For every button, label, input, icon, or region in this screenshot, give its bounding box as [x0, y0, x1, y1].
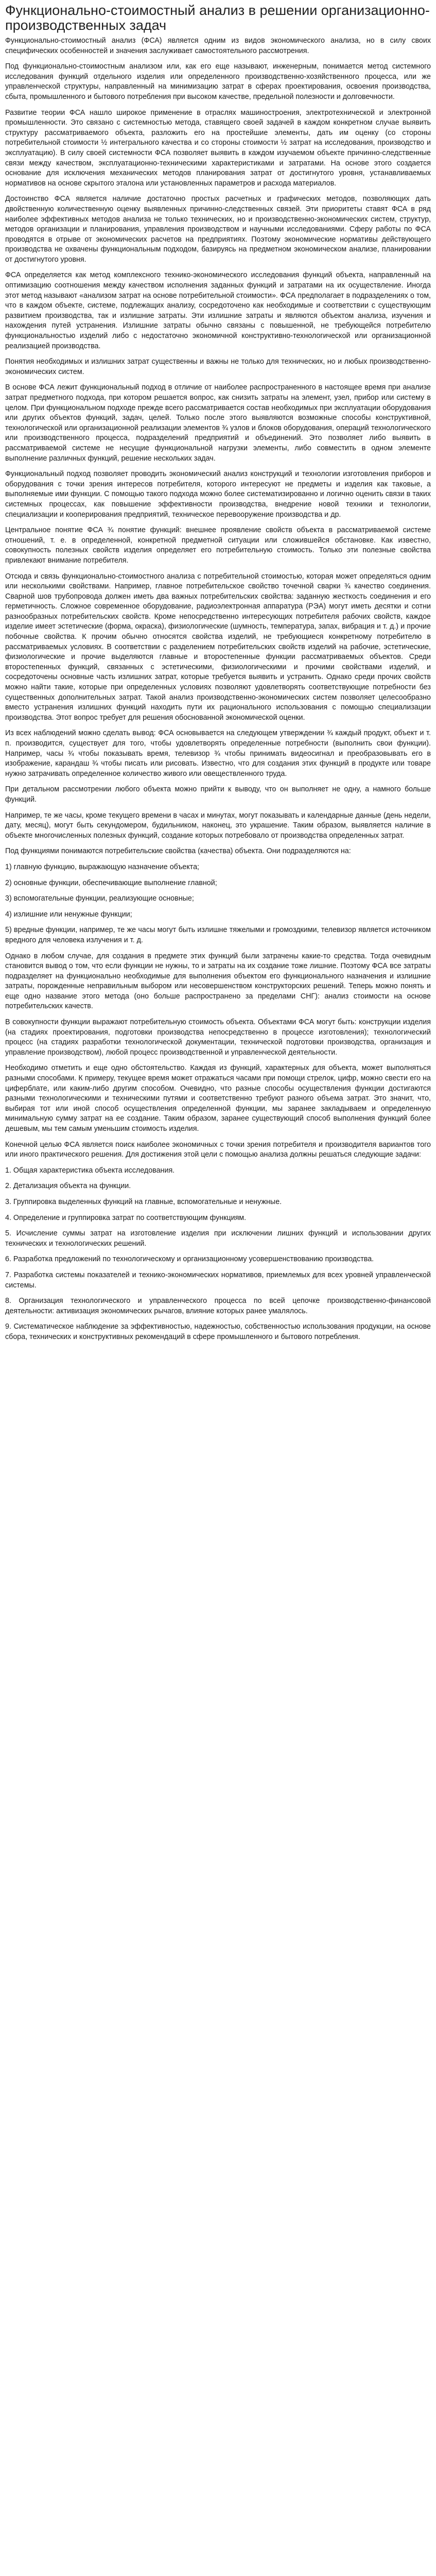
paragraph: Функционально-стоимостный анализ (ФСА) является одним из видов экономического анализа, но в силу своих специфических особенностей и значения заслуживает самостоятельного рассмотрения. [5, 37, 431, 55]
paragraph: 7. Разработка системы показателей и технико-экономических нормативов, приемлемых для всех уровней управленческой системы. [5, 1270, 431, 1290]
paragraph: Под функционально-стоимостным анализом или, как его еще называют, инженерным, понимается метод системного исследования функций отдельного изделия или определенного производственно-хозяйственного процесса, или же управленческой структуры, направленный на минимизацию затрат в сферах проектирования, освоения производства, сбыта, промышленного и бытового потребления при высоком качестве, предельной полезности и долговечности. [5, 62, 431, 101]
paragraph: Достоинство ФСА является наличие достаточно простых расчетных и графических методов, позволяющих дать двойственную количественную оценку выявленных причинно-следственных связей. Эти приоритеты ставят ФСА в ряд наиболее эффективных методов анализа не только технических, но и производственно-экономических систем, структур, методов организации и планирования, управления производством и научными исследованиями. Сферу работы по ФСА проводятся в отрыве от экономических расчетов на предприятиях. Поэтому экономические нормативы действующего производства не охвачены функциональным подходом, базируясь на предметном экономическом анализе, планировании от достигнутого уровня. [5, 195, 431, 264]
paragraph: 3. Группировка выделенных функций на главные, вспомогательные и ненужные. [5, 1197, 282, 1206]
paragraph: Необходимо отметить и еще одно обстоятельство. Каждая из функций, характерных для объекта, может выполняться разными способами. К примеру, текущее время может отражаться часами при помощи стрелок, цифр, можно свести его на циферблате, или каким-либо другим способом. Очевидно, что разные способы осуществления функции достигаются разными технологическими и техническими путями и соответственно требуют разного объема затрат. Это значит, что, выбирая тот или иной способ осуществления определенной функции, мы заранее закладываем и определенную минимальную сумму затрат на ее создание. Таким образом, заранее существующий способ выполнения функций более дешевым, мы тем самым уменьшим стоимость изделия. [5, 1064, 431, 1133]
paragraph: Функциональный подход позволяет проводить экономический анализ конструкций и технологии изготовления приборов и оборудования с точки зрения интересов потребителя, которого интересуют не предметы и изделия как таковые, а выполняемые ими функции. С помощью такого подхода можно более систематизированно и логично оценить связи в таких системных процессах, как повышение эффективности производства, внедрение новой техники и технологии, специализации и кооперирования предприятий, техническое перевооружение производства и др. [5, 470, 431, 519]
paragraph: Понятия необходимых и излишних затрат существенны и важны не только для технических, но и любых производственно-экономических систем. [5, 358, 431, 376]
page-title: Функционально-стоимостный анализ в решении организационно-производственных задач [5, 3, 430, 33]
article-body [5, 36, 431, 1343]
paragraph: 1. Общая характеристика объекта исследования. [5, 1166, 175, 1175]
paragraph: Однако в любом случае, для создания в предмете этих функций были затрачены какие-то средства. Тогда очевидным становится вывод о том, что если функции не нужны, то и затраты на их создание тоже лишние. Поэтому ФСА все затраты подразделяет на функционально необходимые для выполнения объектом его функционального назначения и излишние затраты, порожденные неправильным выбором или несовершенством конструкторских решений. Теперь можно понять и еще одно название этого метода (оно больше распространено за пределами СНГ): анализ стоимости на основе потребительских качеств. [5, 952, 431, 1011]
paragraph: 2. Детализация объекта на функции. [5, 1182, 131, 1191]
paragraph: 5) вредные функции, например, те же часы могут быть излишне тяжелыми и громоздкими, телевизор является источником вредного для человека излучения и т. д. [5, 926, 431, 944]
paragraph: Например, те же часы, кроме текущего времени в часах и минутах, могут показывать и календарные данные (день недели, дату, месяц), могут быть секундомером, будильником, наконец, это украшение. Таким образом, выявляется наличие в объекте многочисленных полезных функций, создание которых потребовало от производства определенных затрат. [5, 811, 431, 840]
paragraph: При детальном рассмотрении любого объекта можно прийти к выводу, что он выполняет не одну, а намного больше функций. [5, 785, 431, 804]
paragraph: ФСА определяется как метод комплексного технико-экономического исследования функций объекта, направленный на оптимизацию соотношения между качеством исполнения заданных функций и затратами на их осуществление. Иногда этот метод называют «анализом затрат на основе потребительной стоимости». ФСА предполагает в подразделениях о том, что в каждом объекте, системе, подлежащих анализу, сосредоточено как необходимые и соответствии с существующим развитием производства, так и излишние затраты. Эти излишние затраты и являются объектом анализа, изучения и нахождения путей устранения. Излишние затраты обычно связаны с повышенной, не требующейся потребителю функциональностью изделий либо с недостаточно экономичной конструктивно-технологической или организационной реализацией производства. [5, 271, 431, 350]
paragraph: 9. Систематическое наблюдение за эффективностью, надежностью, собственностью использования продукции, на основе сбора, технических и конструктивных рекомендаций в сфере промышленного и бытового потребления. [5, 1323, 431, 1341]
paragraph: Отсюда и связь функционально-стоимостного анализа с потребительной стоимостью, которая может определяться одним или несколькими свойствами. Например, главное потребительское свойство точечной сварки ¾ качество соединения. Сварной шов трубопровода должен иметь два важных потребительских свойства: заданную жесткость соединения и его герметичность. Сложное современное оборудование, радиоэлектронная аппаратура (РЭА) могут иметь десятки и сотни разнообразных потребительских свойств. Кроме непосредственно интересующих потребителя рабочих свойств, каждое изделие имеет эстетические (форма, окраска), физиологические (шумность, температура, запах, вибрация и т. д.) и прочие побочные свойства. К прочим обычно относятся свойства изделий, не требующиеся конкретному потребителю в рассматриваемых условиях. В соответствии с разделением потребительских свойств изделий на рабочие, эстетические, физиологические и прочие выделяются главные и второстепенные функции рассматриваемых объектов. Среди второстепенных функций, связанных с эстетическими, физиологическими и прочими свойствами изделий, и сосредоточены основные часть излишних затрат, которые требуется выявить и устранить. Однако среди прочих свойств можно найти такие, которые при определенных условиях позволяют удовлетворять соответствующие потребности без существенных дополнительных затрат. Такой анализ производственно-экономических систем позволяет целесообразно вместо устранения излишних функций находить пути их рационального использования с помощью специализации производства. Этот вопрос требует для решения обоснованной экономической оценки. [5, 572, 431, 722]
paragraph: 3) вспомогательные функции, реализующие основные; [5, 894, 194, 903]
paragraph: Развитие теории ФСА нашло широкое применение в отраслях машиностроения, электротехнической и электронной промышленности. Это связано с системностью метода, ставящего своей задачей в каждом конкретном случае выявить структуру рассматриваемого объекта, разложить его на простейшие элементы, дать им оценку (со стороны потребительной стоимости ½ интегрального качества и со стороны стоимости ½ затрат на исследования, производство и эксплуатацию). В силу своей системности ФСА позволяет выявить в каждом изучаемом объекте причинно-следственные связи между качеством, эксплуатационно-техническими характеристиками и затратами. На основе этого создается основание для исключения механических методов планирования затрат от достигнутого уровня, устанавливаемых нормативов на основе скрытого эталона или установленных параметров и расхода материалов. [5, 108, 431, 188]
paragraph: В совокупности функции выражают потребительную стоимость объекта. Объектами ФСА могут быть: конструкции изделия (на стадиях проектирования, подготовки производства непосредственно в процессе изготовления); технологический процесс (на стадиях разработки технологической документации, технической подготовки производства, организация и управление производством), любой процесс производственной и управленческой деятельности. [5, 1018, 431, 1057]
paragraph: 8. Организация технологического и управленческого процесса по всей цепочке производственно-финансовой деятельности: активизация экономических рычагов, влияние которых ранее умалялось. [5, 1297, 431, 1315]
paragraph: Центральное понятие ФСА ¾ понятие функций: внешнее проявление свойств объекта в рассматриваемой системе отношений, т. е. в определенной, конкретной предметной ситуации или сложившейся обстановке. Как известно, совокупность полезных свойств изделия определяет его потребительную стоимость. Только эти полезные свойства привлекают внимание потребителя. [5, 526, 431, 565]
paragraph: 1) главную функцию, выражающую назначение объекта; [5, 862, 199, 871]
paragraph: Конечной целью ФСА является поиск наиболее экономичных с точки зрения потребителя и производителя вариантов того или иного практического решения. Для достижения этой цели с помощью анализа должны решаться следующие задачи: [5, 1140, 431, 1159]
paragraph: Из всех наблюдений можно сделать вывод: ФСА основывается на следующем утверждении ¾ каждый продукт, объект и т. п. производится, существует для того, чтобы удовлетворять определенные потребности (выполнить свои функции). Например, часы ¾ чтобы показывать время, телевизор ¾ чтобы принимать видеосигнал и преобразовывать его в изображение, карандаш ¾ чтобы писать или рисовать. Известно, что для создания этих функций в продукте или товаре нужно затрачивать определенное количество живого или овеществленного труда. [5, 729, 431, 778]
paragraph: 6. Разработка предложений по технологическому и организационному усовершенствованию производства. [5, 1255, 374, 1264]
paragraph: 4. Определение и группировка затрат по соответствующим функциям. [5, 1213, 247, 1222]
paragraph: 2) основные функции, обеспечивающие выполнение главной; [5, 878, 217, 887]
paragraph: Под функциями понимаются потребительские свойства (качества) объекта. Они подразделяются на: [5, 847, 351, 856]
paragraph: 4) излишние или ненужные функции; [5, 910, 132, 919]
paragraph: В основе ФСА лежит функциональный подход в отличие от наиболее распространенного в настоящее время при анализе затрат предметного подхода, при котором решается вопрос, как снизить затраты на элемент, узел, прибор или систему в целом. При функциональном подходе прежде всего рассматривается состав необходимых при эксплуатации оборудования или других объектов функций, задач, целей. Только после этого выявляются возможные способы конструктивной, технологической или организационной реализации элементов ¾ узлов и блоков оборудования, операций технологического или производственного процесса, подразделений предприятий и объединений. Это позволяет либо выявить в рассматриваемой системе не несущие функциональной нагрузки элементы, либо совместить в одном элементе выполнение различных функций, решение нескольких задач. [5, 383, 431, 463]
paragraph: 5. Исчисление суммы затрат на изготовление изделия при исключении лишних функций и использовании других технических и технологических решений. [5, 1229, 431, 1248]
